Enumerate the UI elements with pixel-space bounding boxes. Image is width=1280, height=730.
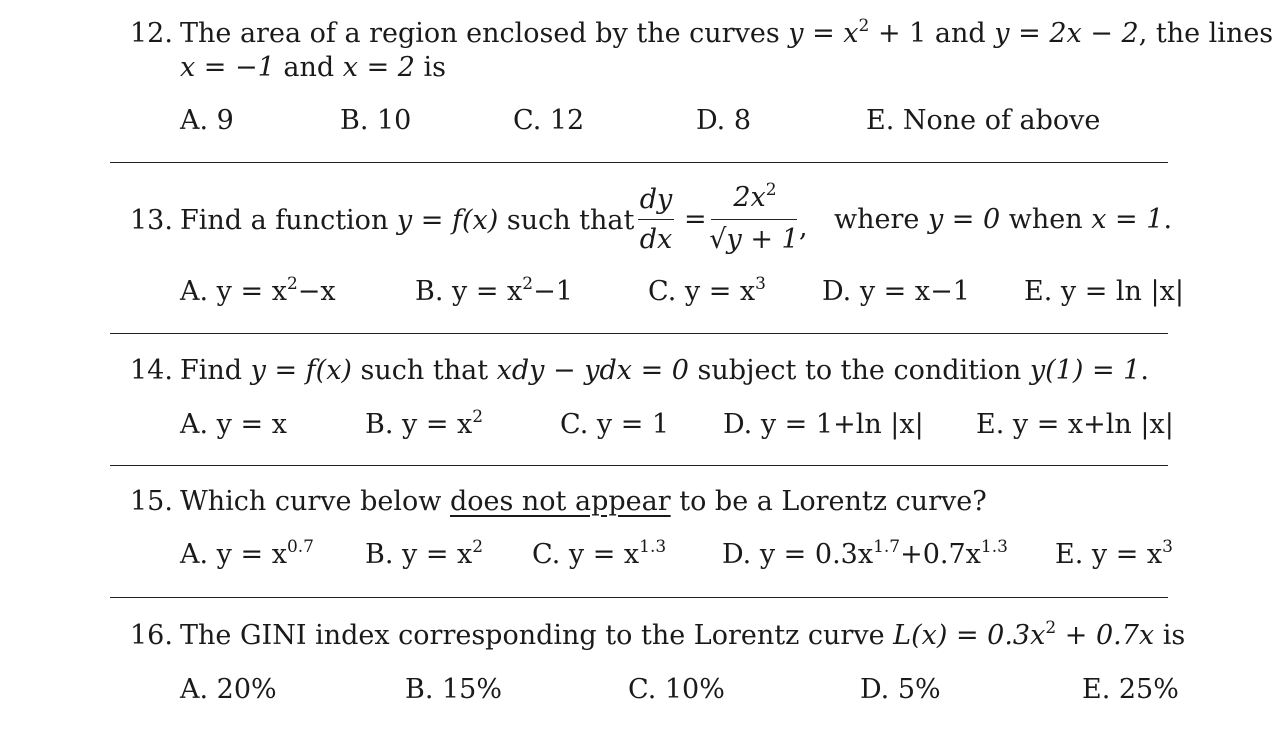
option-c[interactable]: C. 12 (513, 105, 585, 136)
question-text: when (1000, 204, 1092, 235)
option-c[interactable]: C. $y = x^{1.3}$ (532, 537, 667, 570)
option-b[interactable]: B. 15% (405, 674, 503, 705)
option-a[interactable]: A. $y = x^{0.7}$ (180, 537, 314, 570)
option-e[interactable]: E. $y = x^3$ (1055, 537, 1173, 570)
option-c[interactable]: C. $y = x^3$ (648, 274, 766, 307)
exponent: 2 (858, 16, 870, 36)
equals-sign: = (684, 204, 707, 235)
option-e[interactable]: E. y = x+ln |x| (976, 409, 1174, 440)
option-b[interactable]: B. $y = x^2$ (365, 537, 484, 570)
option-e[interactable]: E. None of above (866, 105, 1101, 136)
question-12-line2 (180, 52, 446, 83)
underlined-text: does not appear (449, 486, 671, 517)
question-text: Find a function (180, 205, 397, 236)
equation: y(1) = 1 (1029, 355, 1141, 386)
option-b[interactable]: B. $y = x^2-1$ (415, 274, 573, 307)
equation: x = 2 (342, 52, 415, 83)
fraction-numerator: $2x^2$ (733, 180, 777, 213)
question-text: is (414, 52, 447, 83)
question-12 (130, 16, 1274, 51)
question-text: is (1154, 620, 1186, 651)
question-text: Find (180, 355, 251, 386)
option-b[interactable]: B. $y = x^2$ (365, 407, 484, 440)
option-a[interactable]: A. 9 (180, 105, 234, 136)
divider (110, 465, 1168, 466)
exponent: 2 (1045, 618, 1057, 638)
option-b[interactable]: B. 10 (340, 105, 412, 136)
question-number: 13. (130, 205, 173, 236)
question-text: such that (351, 355, 497, 386)
equation: y = 0 (927, 204, 1001, 235)
question-text: and (274, 52, 343, 83)
equation: L(x) = 0.3x (893, 620, 1046, 651)
question-number: 15. (130, 486, 173, 517)
question-text: , the lines (1138, 18, 1274, 49)
question-text: subject to the condition (688, 355, 1030, 386)
question-text: Which curve below (180, 486, 450, 517)
fraction-denominator: √y + 1 (709, 224, 799, 255)
comma: , (799, 212, 808, 243)
question-text: The area of a region enclosed by the curves (180, 18, 789, 49)
divider (110, 333, 1168, 334)
fraction-denominator: dx (639, 224, 673, 255)
equation: x = 1 (1091, 204, 1164, 235)
question-13-condition: where y = 0 when x = 1. (834, 204, 1173, 235)
fraction-bar (711, 219, 797, 220)
equation: y = f(x) (250, 355, 352, 386)
option-d[interactable]: D. 5% (860, 674, 941, 705)
question-text: where (834, 204, 928, 235)
option-c[interactable]: C. 10% (628, 674, 725, 705)
question-number: 16. (130, 620, 173, 651)
fraction-numerator: dy (639, 184, 673, 215)
equation: xdy − ydx = 0 (496, 355, 689, 386)
option-d[interactable]: D. 8 (696, 105, 752, 136)
equation: y = x (788, 18, 859, 49)
question-number: 12. (130, 18, 173, 49)
option-d[interactable]: D. y = x−1 (822, 276, 970, 307)
option-a[interactable]: A. y = x (180, 409, 287, 440)
option-a[interactable]: A. $y = x^2-x$ (180, 274, 336, 307)
option-d[interactable]: D. y = 1+ln |x| (723, 409, 924, 440)
question-text: The GINI index corresponding to the Lorentz curve (180, 620, 894, 651)
question-text: and (926, 18, 995, 49)
question-15 (130, 485, 1170, 519)
divider (110, 162, 1168, 163)
equation: x = −1 (180, 52, 275, 83)
option-c[interactable]: C. y = 1 (560, 409, 670, 440)
equation-tail: + 0.7x (1056, 620, 1155, 651)
option-e[interactable]: E. 25% (1082, 674, 1179, 705)
equation: y = f(x) (396, 205, 499, 236)
option-d[interactable]: D. $y = 0.3x^{1.7}+0.7x^{1.3}$ (722, 537, 1008, 570)
option-e[interactable]: E. y = ln |x| (1024, 276, 1184, 307)
question-14: 14. Find y = f(x) such that xdy − ydx = 0 subject to the condition y(1) = 1. (130, 355, 1149, 386)
divider (110, 597, 1168, 598)
fraction-bar (638, 219, 674, 220)
equation: y = 2x − 2 (994, 18, 1139, 49)
option-a[interactable]: A. 20% (180, 674, 277, 705)
question-text: such that (498, 205, 635, 236)
question-number: 14. (130, 355, 173, 386)
equation-tail: + 1 (869, 18, 927, 49)
question-text: to be a Lorentz curve? (670, 486, 987, 517)
question-16 (130, 618, 1186, 653)
